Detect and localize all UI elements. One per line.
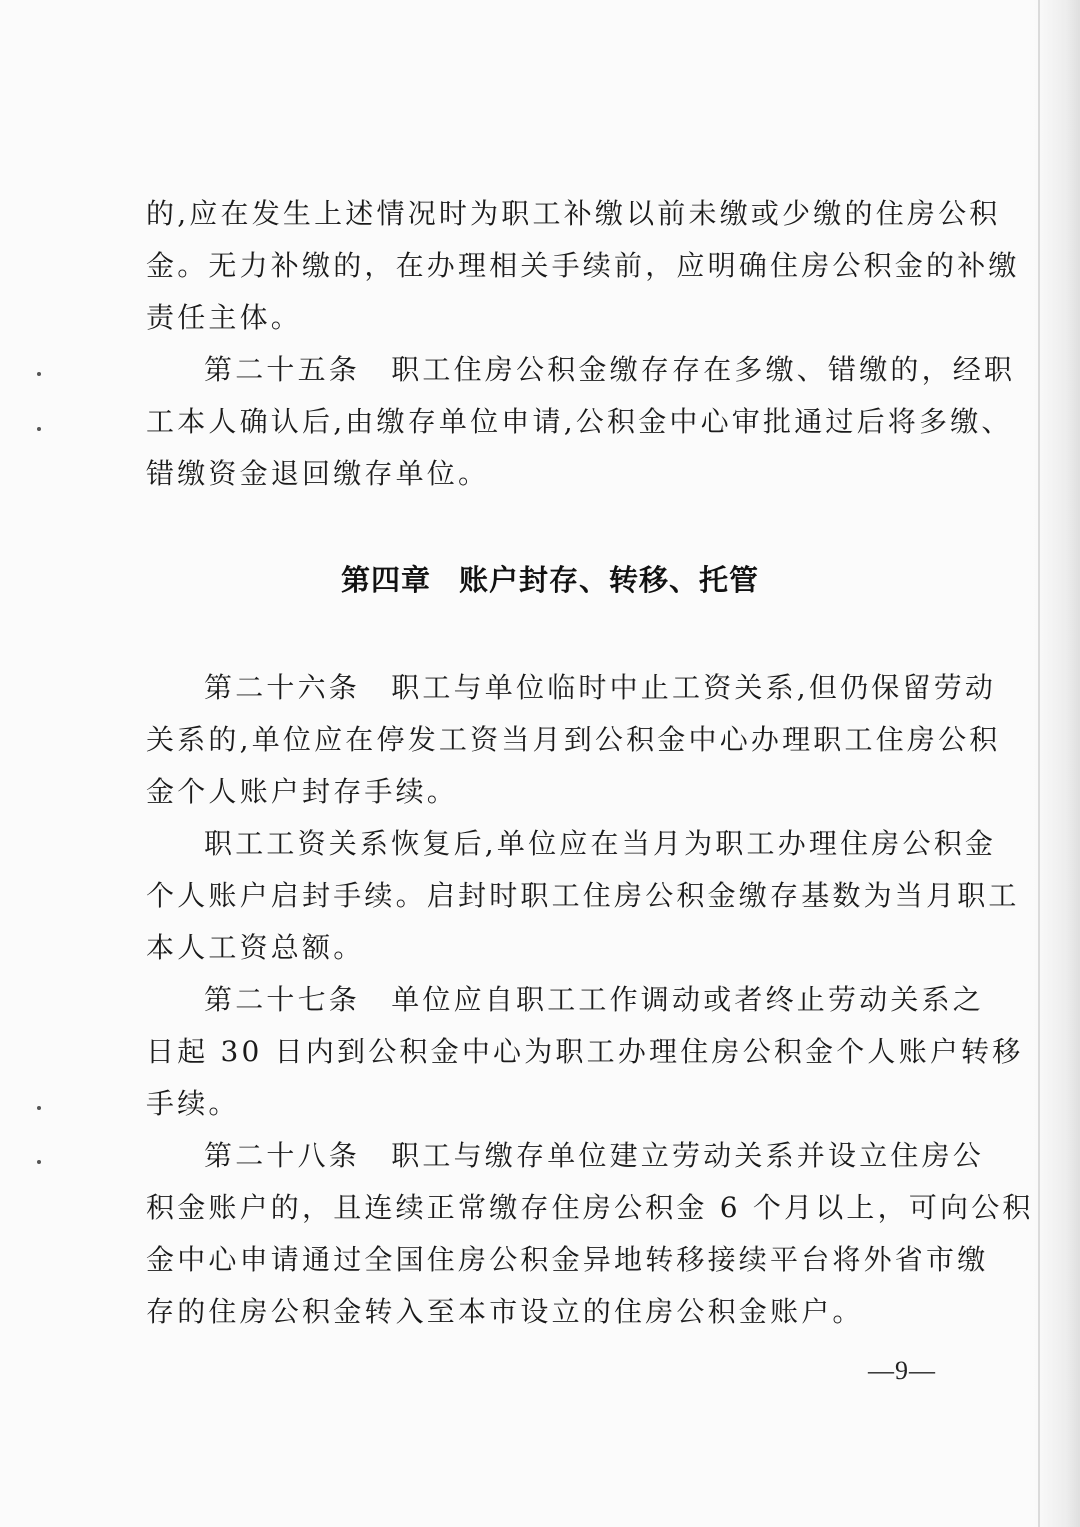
text-line: 金个人账户封存手续。 — [146, 775, 459, 808]
text-line: 日起 30 日内到公积金中心为职工办理住房公积金个人账户转移 — [146, 1035, 1024, 1068]
article-block-upper — [146, 188, 1020, 500]
text-line: 的,应在发生上述情况时为职工补缴以前未缴或少缴的住房公积 — [146, 197, 1001, 230]
text-line: 金。无力补缴的，在办理相关手续前，应明确住房公积金的补缴 — [146, 249, 1020, 282]
text-line: 个人账户启封手续。启封时职工住房公积金缴存基数为当月职工 — [146, 879, 1020, 912]
text-line: 责任主体。 — [146, 301, 303, 334]
article-28-start: 第二十八条 职工与缴存单位建立劳动关系并设立住房公 — [204, 1139, 985, 1172]
page-edge-shadow — [1034, 0, 1080, 1527]
chapter-number: 第四章 — [340, 563, 431, 597]
binding-hole-mark — [37, 372, 41, 376]
chapter-title: 账户封存、转移、托管 — [459, 563, 760, 597]
text-line: 金中心申请通过全国住房公积金异地转移接续平台将外省市缴 — [146, 1243, 989, 1276]
paragraph-start: 职工工资关系恢复后,单位应在当月为职工办理住房公积金 — [204, 827, 997, 860]
article-block-lower — [146, 662, 1034, 1338]
page-number: —9— — [868, 1356, 936, 1385]
text-line: 存的住房公积金转入至本市设立的住房公积金账户。 — [146, 1295, 864, 1328]
binding-hole-mark — [37, 427, 41, 431]
text-line: 工本人确认后,由缴存单位申请,公积金中心审批通过后将多缴、 — [146, 405, 1013, 438]
text-line: 本人工资总额。 — [146, 931, 365, 964]
text-line: 关系的,单位应在停发工资当月到公积金中心办理职工住房公积 — [146, 723, 1001, 756]
binding-hole-mark — [37, 1106, 41, 1110]
chapter-heading — [146, 558, 954, 599]
article-27-start: 第二十七条 单位应自职工工作调动或者终止劳动关系之 — [204, 983, 985, 1016]
text-line: 手续。 — [146, 1087, 240, 1120]
article-25-start: 第二十五条 职工住房公积金缴存存在多缴、错缴的，经职 — [204, 353, 1016, 386]
article-26-start: 第二十六条 职工与单位临时中止工资关系,但仍保留劳动 — [204, 671, 997, 704]
page-edge-line — [1038, 0, 1040, 1527]
binding-hole-mark — [37, 1160, 41, 1164]
text-line: 积金账户的，且连续正常缴存住房公积金 6 个月以上，可向公积 — [146, 1191, 1034, 1224]
text-line: 错缴资金退回缴存单位。 — [146, 457, 490, 490]
